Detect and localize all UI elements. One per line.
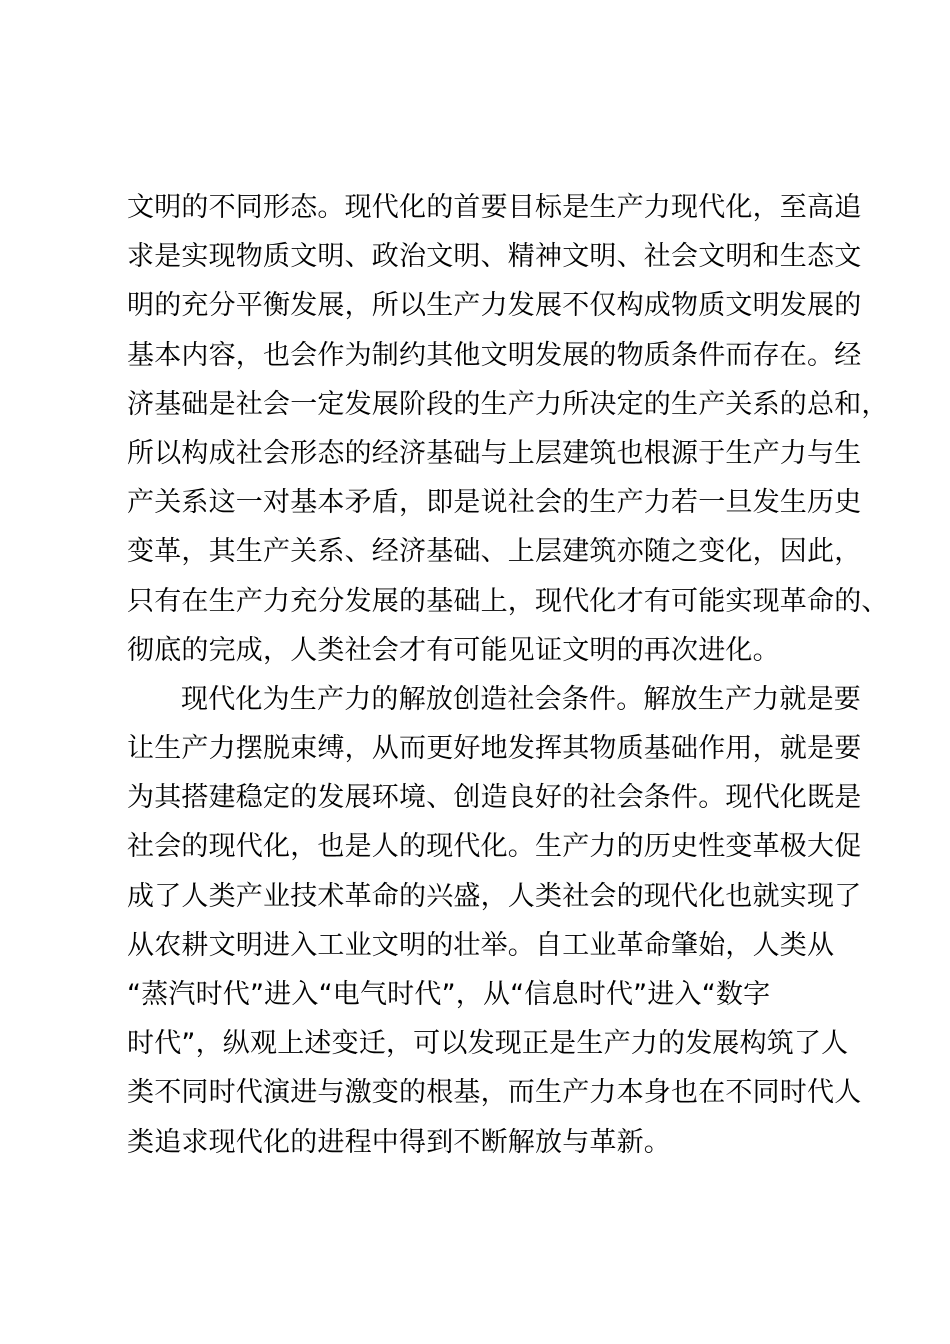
paragraph-line: 为其搭建稳定的发展环境、创造良好的社会条件。现代化既是 — [127, 782, 862, 814]
paragraph-line: 产关系这一对基本矛盾，即是说社会的生产力若一旦发生历史 — [127, 487, 862, 519]
paragraph-line: 基本内容，也会作为制约其他文明发展的物质条件而存在。经 — [127, 339, 862, 371]
paragraph-line: 从农耕文明进入工业文明的壮举。自工业革命肇始，人类从 — [127, 929, 835, 961]
paragraph-line: 让生产力摆脱束缚，从而更好地发挥其物质基础作用，就是要 — [127, 733, 862, 765]
paragraph-line: 彻底的完成，人类社会才有可能见证文明的再次进化。 — [127, 634, 780, 666]
paragraph-2 — [127, 675, 862, 1167]
paragraph-line: 变革，其生产关系、经济基础、上层建筑亦随之变化，因此， — [127, 536, 862, 568]
paragraph-line: 文明的不同形态。现代化的首要目标是生产力现代化，至高追 — [127, 192, 862, 223]
paragraph-line: 类不同时代演进与激变的根基，而生产力本身也在不同时代人 — [127, 1077, 862, 1109]
paragraph-line: 济基础是社会一定发展阶段的生产力所决定的生产关系的总和， — [127, 388, 889, 420]
paragraph-line: 时代”，纵观上述变迁，可以发现正是生产力的发展构筑了人 — [127, 1028, 849, 1060]
paragraph-line: 类追求现代化的进程中得到不断解放与革新。 — [127, 1126, 671, 1158]
paragraph-line: 求是实现物质文明、政治文明、精神文明、社会文明和生态文 — [127, 241, 862, 273]
paragraph-1 — [127, 183, 889, 675]
paragraph-line: 成了人类产业技术革命的兴盛，人类社会的现代化也就实现了 — [127, 880, 862, 912]
paragraph-line: 明的充分平衡发展，所以生产力发展不仅构成物质文明发展的 — [127, 290, 862, 322]
body-text — [127, 183, 889, 1167]
paragraph-line: 只有在生产力充分发展的基础上，现代化才有可能实现革命的、 — [127, 585, 889, 617]
paragraph-line: 社会的现代化，也是人的现代化。生产力的历史性变革极大促 — [127, 831, 862, 863]
paragraph-line: 所以构成社会形态的经济基础与上层建筑也根源于生产力与生 — [127, 437, 862, 469]
paragraph-line: 现代化为生产力的解放创造社会条件。解放生产力就是要 — [181, 683, 861, 715]
paragraph-line: “蒸汽时代”进入“电气时代”，从“信息时代”进入“数字 — [127, 979, 771, 1010]
